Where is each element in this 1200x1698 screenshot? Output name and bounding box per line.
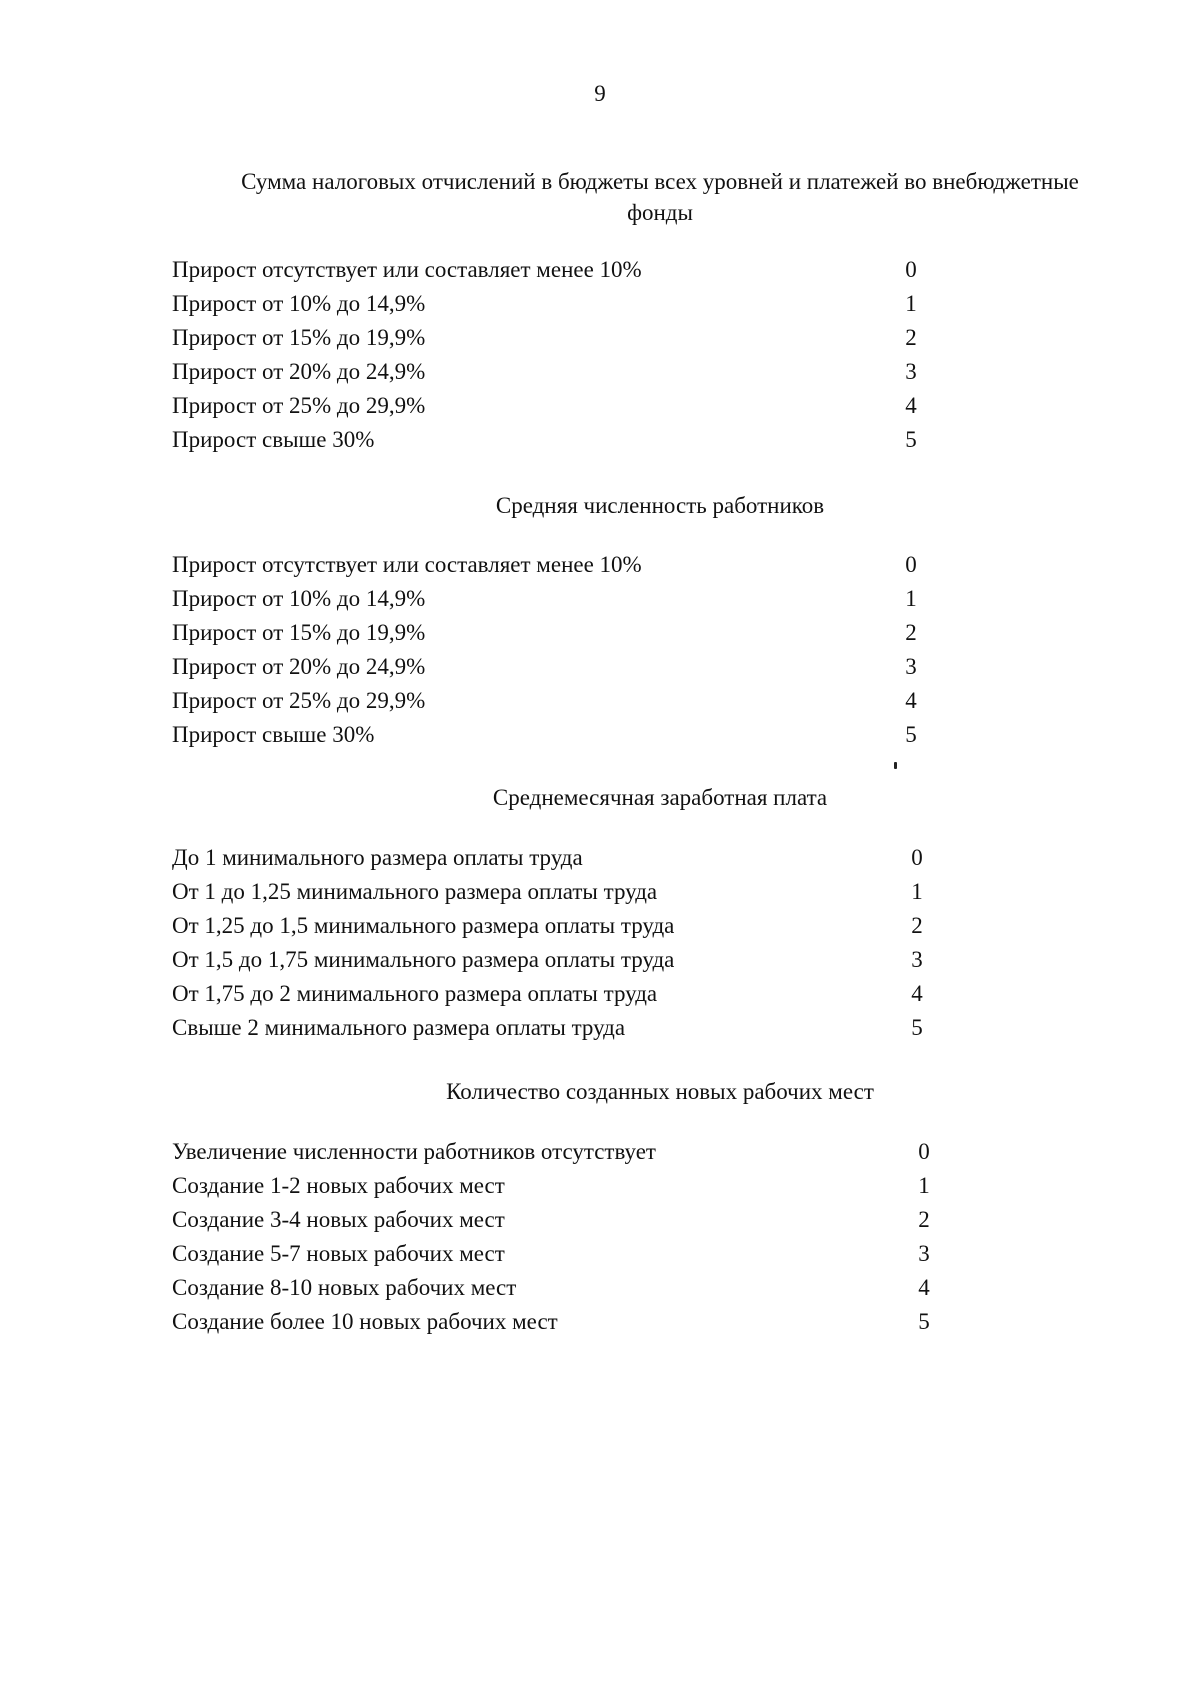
row-label: Прирост от 15% до 19,9%	[172, 620, 426, 645]
row-score: 1	[918, 1173, 930, 1198]
row-label: Прирост отсутствует или составляет менее 10%	[172, 257, 642, 282]
row-score: 3	[905, 654, 917, 679]
row-label: Прирост от 15% до 19,9%	[172, 325, 426, 350]
row-score: 3	[905, 359, 917, 384]
row-score: 3	[918, 1241, 930, 1266]
row-score: 4	[905, 393, 917, 418]
row-label: Прирост от 20% до 24,9%	[172, 654, 426, 679]
scale-table-average-salary	[172, 841, 932, 1045]
section-title-line: фонды	[627, 200, 693, 225]
row-label: От 1,75 до 2 минимального размера оплаты труда	[172, 981, 658, 1006]
scale-row	[172, 253, 932, 287]
row-score: 0	[905, 552, 917, 577]
scale-row	[172, 321, 932, 355]
row-label: До 1 минимального размера оплаты труда	[172, 845, 583, 870]
row-label: Свыше 2 минимального размера оплаты труда	[172, 1015, 626, 1040]
scale-row	[172, 423, 932, 457]
row-label: Создание более 10 новых рабочих мест	[172, 1309, 558, 1334]
row-score: 1	[911, 879, 923, 904]
row-label: Прирост свыше 30%	[172, 427, 375, 452]
scale-row	[172, 1271, 932, 1305]
row-score: 5	[905, 722, 917, 747]
row-score: 2	[905, 620, 917, 645]
row-score: 4	[918, 1275, 930, 1300]
row-label: Создание 5-7 новых рабочих мест	[172, 1241, 505, 1266]
row-score: 5	[918, 1309, 930, 1334]
scale-row	[172, 1305, 932, 1339]
row-label: От 1,5 до 1,75 минимального размера оплаты труда	[172, 947, 675, 972]
section-title-line: Среднемесячная заработная плата	[492, 785, 828, 810]
row-score: 0	[905, 257, 917, 282]
section-title-line: Сумма налоговых отчислений в бюджеты всех уровней и платежей во внебюджетные	[241, 169, 1079, 194]
row-score: 0	[918, 1139, 930, 1164]
row-score: 5	[911, 1015, 923, 1040]
scan-speck	[894, 762, 897, 769]
scale-row	[172, 616, 932, 650]
row-label: Увеличение численности работников отсутствует	[172, 1139, 656, 1164]
page-number: 9	[594, 81, 606, 106]
section-title-average-headcount	[160, 490, 1160, 521]
section-title-new-jobs	[160, 1076, 1160, 1107]
row-score: 4	[905, 688, 917, 713]
row-label: Прирост от 10% до 14,9%	[172, 586, 426, 611]
row-label: Прирост от 20% до 24,9%	[172, 359, 426, 384]
row-label: Прирост от 10% до 14,9%	[172, 291, 426, 316]
scale-row	[172, 841, 932, 875]
scale-row	[172, 1011, 932, 1045]
scale-row	[172, 718, 932, 752]
row-score: 3	[911, 947, 923, 972]
scale-row	[172, 389, 932, 423]
row-score: 0	[911, 845, 923, 870]
row-label: Прирост от 25% до 29,9%	[172, 393, 426, 418]
row-score: 2	[905, 325, 917, 350]
scale-row	[172, 582, 932, 616]
row-label: Прирост свыше 30%	[172, 722, 375, 747]
row-label: От 1 до 1,25 минимального размера оплаты труда	[172, 879, 658, 904]
scale-row	[172, 355, 932, 389]
scale-row	[172, 1135, 932, 1169]
row-score: 1	[905, 586, 917, 611]
row-score: 2	[918, 1207, 930, 1232]
row-label: Создание 1-2 новых рабочих мест	[172, 1173, 505, 1198]
scale-table-tax-payments	[172, 253, 932, 457]
scale-row	[172, 1237, 932, 1271]
row-score: 5	[905, 427, 917, 452]
row-label: Прирост отсутствует или составляет менее 10%	[172, 552, 642, 577]
row-label: Прирост от 25% до 29,9%	[172, 688, 426, 713]
row-label: Создание 3-4 новых рабочих мест	[172, 1207, 505, 1232]
section-title-tax-payments	[160, 166, 1160, 228]
row-score: 1	[905, 291, 917, 316]
scale-row	[172, 977, 932, 1011]
scale-row	[172, 684, 932, 718]
scale-row	[172, 1203, 932, 1237]
scale-row	[172, 875, 932, 909]
row-label: Создание 8-10 новых рабочих мест	[172, 1275, 517, 1300]
scale-row	[172, 650, 932, 684]
scale-row	[172, 548, 932, 582]
row-score: 4	[911, 981, 923, 1006]
scale-row	[172, 1169, 932, 1203]
section-title-line: Средняя численность работников	[495, 493, 825, 518]
section-title-average-salary	[160, 782, 1160, 813]
scale-row	[172, 943, 932, 977]
scale-row	[172, 287, 932, 321]
section-title-line: Количество созданных новых рабочих мест	[446, 1079, 874, 1104]
scale-table-average-headcount	[172, 548, 932, 752]
row-score: 2	[911, 913, 923, 938]
row-label: От 1,25 до 1,5 минимального размера оплаты труда	[172, 913, 675, 938]
scale-table-new-jobs	[172, 1135, 932, 1339]
scale-row	[172, 909, 932, 943]
